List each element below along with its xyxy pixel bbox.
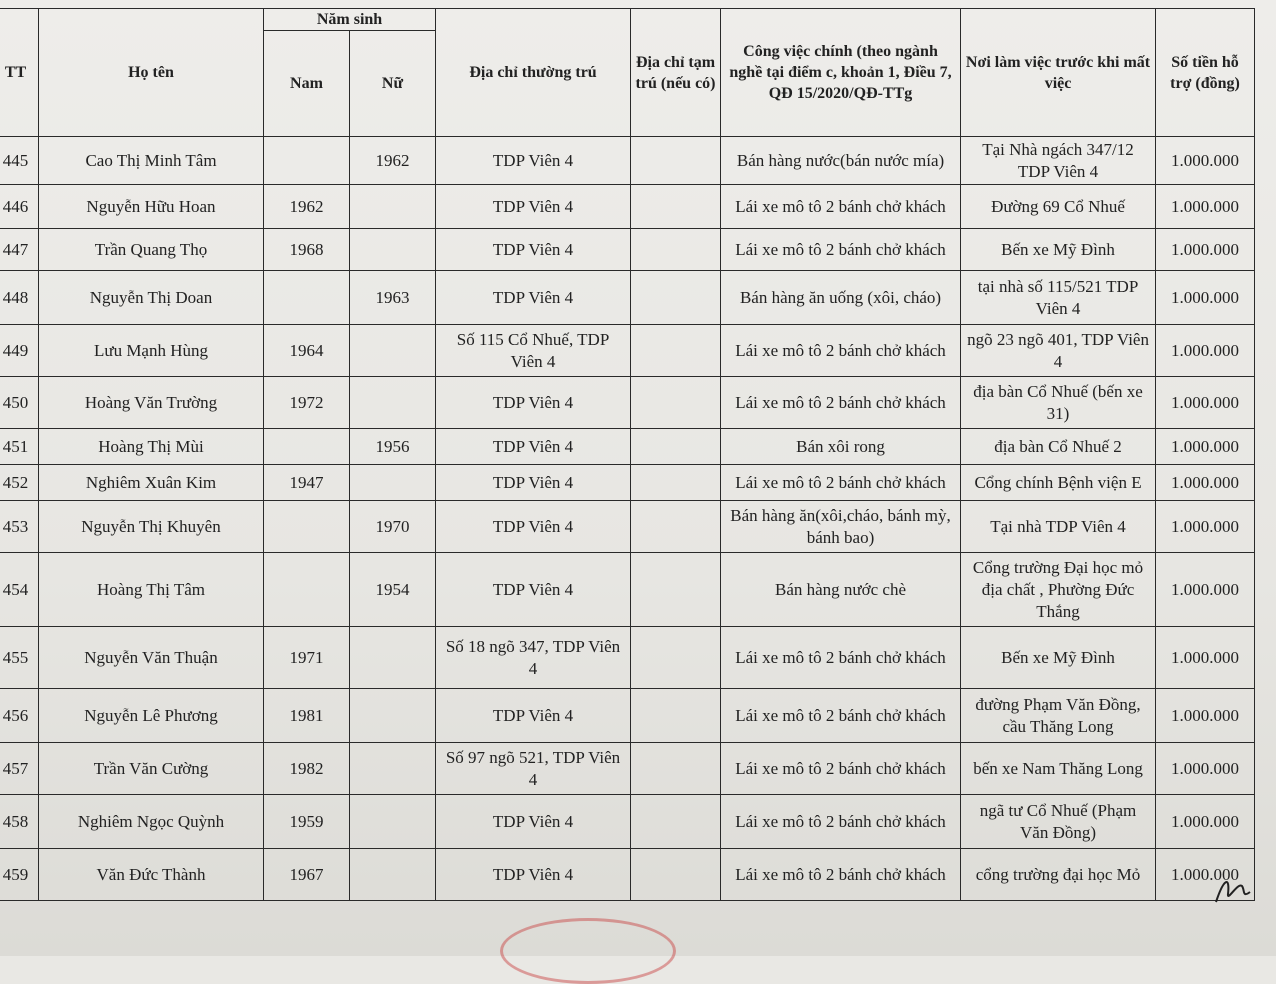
table-row bbox=[0, 501, 1255, 553]
temporary-address bbox=[631, 429, 721, 465]
table-row bbox=[0, 743, 1255, 795]
main-job: Bán xôi rong bbox=[721, 429, 961, 465]
header-birth-year: Năm sinh bbox=[264, 9, 436, 31]
workplace: Tại Nhà ngách 347/12 TDP Viên 4 bbox=[961, 137, 1156, 185]
birth-year-male: 1972 bbox=[264, 377, 350, 429]
support-amount: 1.000.000 bbox=[1156, 229, 1255, 271]
birth-year-female: 1954 bbox=[350, 553, 436, 627]
birth-year-male bbox=[264, 137, 350, 185]
birth-year-female: 1963 bbox=[350, 271, 436, 325]
signature-mark bbox=[1212, 868, 1252, 908]
support-amount: 1.000.000 bbox=[1156, 271, 1255, 325]
row-number: 458 bbox=[0, 795, 39, 849]
table-row bbox=[0, 377, 1255, 429]
header-male: Nam bbox=[264, 31, 350, 137]
person-name: Lưu Mạnh Hùng bbox=[39, 325, 264, 377]
workplace: địa bàn Cổ Nhuế 2 bbox=[961, 429, 1156, 465]
permanent-address: TDP Viên 4 bbox=[436, 271, 631, 325]
main-job: Bán hàng nước chè bbox=[721, 553, 961, 627]
workplace: ngã tư Cổ Nhuế (Phạm Văn Đồng) bbox=[961, 795, 1156, 849]
row-number: 459 bbox=[0, 849, 39, 901]
birth-year-female bbox=[350, 229, 436, 271]
table-row bbox=[0, 627, 1255, 689]
workplace: địa bàn Cổ Nhuế (bến xe 31) bbox=[961, 377, 1156, 429]
temporary-address bbox=[631, 743, 721, 795]
workplace: Đường 69 Cổ Nhuế bbox=[961, 185, 1156, 229]
workplace: cổng trường đại học Mỏ bbox=[961, 849, 1156, 901]
permanent-address: Số 18 ngõ 347, TDP Viên 4 bbox=[436, 627, 631, 689]
birth-year-female bbox=[350, 325, 436, 377]
person-name: Nguyễn Lê Phương bbox=[39, 689, 264, 743]
birth-year-male: 1959 bbox=[264, 795, 350, 849]
permanent-address: Số 97 ngõ 521, TDP Viên 4 bbox=[436, 743, 631, 795]
permanent-address: Số 115 Cổ Nhuế, TDP Viên 4 bbox=[436, 325, 631, 377]
permanent-address: TDP Viên 4 bbox=[436, 553, 631, 627]
main-job: Lái xe mô tô 2 bánh chở khách bbox=[721, 795, 961, 849]
row-number: 446 bbox=[0, 185, 39, 229]
person-name: Hoàng Thị Mùi bbox=[39, 429, 264, 465]
main-job: Lái xe mô tô 2 bánh chở khách bbox=[721, 377, 961, 429]
birth-year-male bbox=[264, 429, 350, 465]
main-job: Lái xe mô tô 2 bánh chở khách bbox=[721, 849, 961, 901]
birth-year-male: 1981 bbox=[264, 689, 350, 743]
header-female: Nữ bbox=[350, 31, 436, 137]
permanent-address: TDP Viên 4 bbox=[436, 185, 631, 229]
person-name: Hoàng Văn Trường bbox=[39, 377, 264, 429]
header-amount: Số tiền hỗ trợ (đồng) bbox=[1156, 9, 1255, 137]
workplace: ngõ 23 ngõ 401, TDP Viên 4 bbox=[961, 325, 1156, 377]
row-number: 448 bbox=[0, 271, 39, 325]
workplace: Bến xe Mỹ Đình bbox=[961, 627, 1156, 689]
birth-year-female: 1956 bbox=[350, 429, 436, 465]
temporary-address bbox=[631, 627, 721, 689]
row-number: 454 bbox=[0, 553, 39, 627]
birth-year-male: 1971 bbox=[264, 627, 350, 689]
main-job: Lái xe mô tô 2 bánh chở khách bbox=[721, 689, 961, 743]
birth-year-male bbox=[264, 501, 350, 553]
row-number: 457 bbox=[0, 743, 39, 795]
support-list-table bbox=[0, 8, 1255, 901]
row-number: 456 bbox=[0, 689, 39, 743]
temporary-address bbox=[631, 795, 721, 849]
person-name: Trần Quang Thọ bbox=[39, 229, 264, 271]
header-permanent-address: Địa chỉ thường trú bbox=[436, 9, 631, 137]
permanent-address: TDP Viên 4 bbox=[436, 465, 631, 501]
birth-year-female bbox=[350, 743, 436, 795]
table-row bbox=[0, 429, 1255, 465]
workplace: bến xe Nam Thăng Long bbox=[961, 743, 1156, 795]
support-amount: 1.000.000 bbox=[1156, 137, 1255, 185]
red-stamp bbox=[500, 918, 676, 984]
table-row bbox=[0, 553, 1255, 627]
temporary-address bbox=[631, 553, 721, 627]
table-row bbox=[0, 795, 1255, 849]
birth-year-female bbox=[350, 627, 436, 689]
row-number: 452 bbox=[0, 465, 39, 501]
temporary-address bbox=[631, 137, 721, 185]
permanent-address: TDP Viên 4 bbox=[436, 429, 631, 465]
person-name: Nghiêm Ngọc Quỳnh bbox=[39, 795, 264, 849]
permanent-address: TDP Viên 4 bbox=[436, 137, 631, 185]
birth-year-male: 1982 bbox=[264, 743, 350, 795]
support-amount: 1.000.000 bbox=[1156, 325, 1255, 377]
birth-year-female bbox=[350, 689, 436, 743]
row-number: 450 bbox=[0, 377, 39, 429]
birth-year-female bbox=[350, 795, 436, 849]
support-amount: 1.000.000 bbox=[1156, 627, 1255, 689]
workplace: Cổng chính Bệnh viện E bbox=[961, 465, 1156, 501]
support-amount: 1.000.000 bbox=[1156, 743, 1255, 795]
birth-year-male: 1968 bbox=[264, 229, 350, 271]
birth-year-male: 1967 bbox=[264, 849, 350, 901]
temporary-address bbox=[631, 229, 721, 271]
table-row bbox=[0, 229, 1255, 271]
person-name: Nguyễn Thị Khuyên bbox=[39, 501, 264, 553]
workplace: Cổng trường Đại học mỏ địa chất , Phường Đức Thắng bbox=[961, 553, 1156, 627]
person-name: Hoàng Thị Tâm bbox=[39, 553, 264, 627]
header-temporary-address: Địa chỉ tạm trú (nếu có) bbox=[631, 9, 721, 137]
person-name: Văn Đức Thành bbox=[39, 849, 264, 901]
person-name: Cao Thị Minh Tâm bbox=[39, 137, 264, 185]
table-row bbox=[0, 137, 1255, 185]
main-job: Bán hàng ăn(xôi,cháo, bánh mỳ, bánh bao) bbox=[721, 501, 961, 553]
main-job: Lái xe mô tô 2 bánh chở khách bbox=[721, 743, 961, 795]
workplace: Bến xe Mỹ Đình bbox=[961, 229, 1156, 271]
row-number: 447 bbox=[0, 229, 39, 271]
support-amount: 1.000.000 bbox=[1156, 501, 1255, 553]
support-amount: 1.000.000 bbox=[1156, 553, 1255, 627]
permanent-address: TDP Viên 4 bbox=[436, 689, 631, 743]
support-amount: 1.000.000 bbox=[1156, 849, 1255, 901]
permanent-address: TDP Viên 4 bbox=[436, 849, 631, 901]
birth-year-female bbox=[350, 377, 436, 429]
birth-year-female: 1970 bbox=[350, 501, 436, 553]
birth-year-female: 1962 bbox=[350, 137, 436, 185]
row-number: 449 bbox=[0, 325, 39, 377]
support-amount: 1.000.000 bbox=[1156, 429, 1255, 465]
main-job: Bán hàng ăn uống (xôi, cháo) bbox=[721, 271, 961, 325]
temporary-address bbox=[631, 271, 721, 325]
workplace: Tại nhà TDP Viên 4 bbox=[961, 501, 1156, 553]
row-number: 453 bbox=[0, 501, 39, 553]
header-tt: TT bbox=[0, 9, 39, 137]
table-row bbox=[0, 325, 1255, 377]
table-header bbox=[0, 9, 1255, 137]
person-name: Trần Văn Cường bbox=[39, 743, 264, 795]
temporary-address bbox=[631, 185, 721, 229]
workplace: đường Phạm Văn Đồng, cầu Thăng Long bbox=[961, 689, 1156, 743]
temporary-address bbox=[631, 377, 721, 429]
support-amount: 1.000.000 bbox=[1156, 465, 1255, 501]
temporary-address bbox=[631, 689, 721, 743]
birth-year-male: 1962 bbox=[264, 185, 350, 229]
temporary-address bbox=[631, 501, 721, 553]
person-name: Nguyễn Thị Doan bbox=[39, 271, 264, 325]
temporary-address bbox=[631, 325, 721, 377]
birth-year-male bbox=[264, 553, 350, 627]
birth-year-female bbox=[350, 849, 436, 901]
main-job: Lái xe mô tô 2 bánh chở khách bbox=[721, 465, 961, 501]
temporary-address bbox=[631, 465, 721, 501]
main-job: Lái xe mô tô 2 bánh chở khách bbox=[721, 325, 961, 377]
temporary-address bbox=[631, 849, 721, 901]
table-row bbox=[0, 849, 1255, 901]
permanent-address: TDP Viên 4 bbox=[436, 501, 631, 553]
birth-year-male bbox=[264, 271, 350, 325]
table-body bbox=[0, 137, 1255, 901]
workplace: tại nhà số 115/521 TDP Viên 4 bbox=[961, 271, 1156, 325]
header-main-job: Công việc chính (theo ngành nghề tại điểm c, khoản 1, Điều 7, QĐ 15/2020/QĐ-TTg bbox=[721, 9, 961, 137]
person-name: Nguyễn Hữu Hoan bbox=[39, 185, 264, 229]
person-name: Nghiêm Xuân Kim bbox=[39, 465, 264, 501]
person-name: Nguyễn Văn Thuận bbox=[39, 627, 264, 689]
permanent-address: TDP Viên 4 bbox=[436, 377, 631, 429]
table-row bbox=[0, 689, 1255, 743]
table-row bbox=[0, 271, 1255, 325]
header-workplace: Nơi làm việc trước khi mất việc bbox=[961, 9, 1156, 137]
row-number: 451 bbox=[0, 429, 39, 465]
main-job: Lái xe mô tô 2 bánh chở khách bbox=[721, 627, 961, 689]
birth-year-male: 1947 bbox=[264, 465, 350, 501]
main-job: Bán hàng nước(bán nước mía) bbox=[721, 137, 961, 185]
row-number: 455 bbox=[0, 627, 39, 689]
table-row bbox=[0, 465, 1255, 501]
row-number: 445 bbox=[0, 137, 39, 185]
main-job: Lái xe mô tô 2 bánh chở khách bbox=[721, 185, 961, 229]
permanent-address: TDP Viên 4 bbox=[436, 795, 631, 849]
permanent-address: TDP Viên 4 bbox=[436, 229, 631, 271]
birth-year-female bbox=[350, 465, 436, 501]
support-amount: 1.000.000 bbox=[1156, 185, 1255, 229]
header-name: Họ tên bbox=[39, 9, 264, 137]
support-amount: 1.000.000 bbox=[1156, 689, 1255, 743]
birth-year-female bbox=[350, 185, 436, 229]
main-job: Lái xe mô tô 2 bánh chở khách bbox=[721, 229, 961, 271]
birth-year-male: 1964 bbox=[264, 325, 350, 377]
support-amount: 1.000.000 bbox=[1156, 795, 1255, 849]
table-row bbox=[0, 185, 1255, 229]
support-amount: 1.000.000 bbox=[1156, 377, 1255, 429]
